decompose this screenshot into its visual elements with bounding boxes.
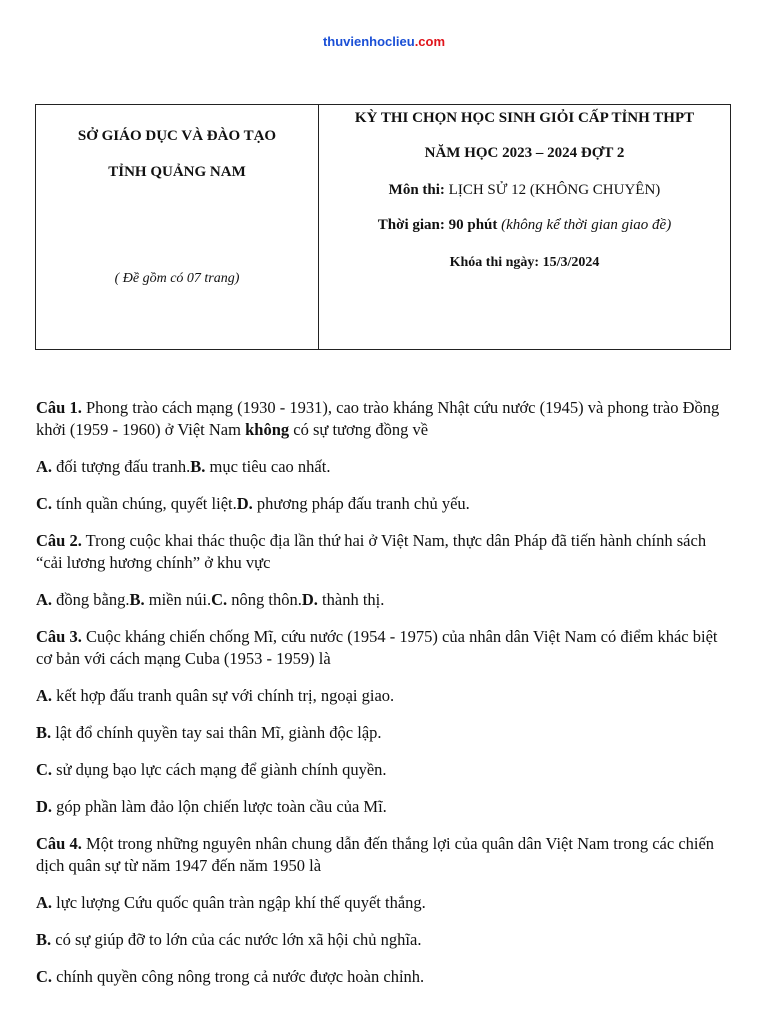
answer-key: B. (190, 457, 206, 476)
answer-line (36, 685, 736, 707)
question-stem (36, 530, 736, 574)
answer-key: A. (36, 686, 53, 705)
answer-line (36, 589, 736, 611)
site-watermark (0, 34, 768, 50)
answer-text: mục tiêu cao nhất. (205, 457, 331, 476)
answer-key: B. (129, 590, 145, 609)
answer-key: C. (36, 494, 53, 513)
answer-text: tính quần chúng, quyết liệt. (52, 494, 237, 513)
question-text: Cuộc kháng chiến chống Mĩ, cứu nước (1954 - 1975) của nhân dân Việt Nam có điểm khác biệt cơ bản với cách mạng Cuba (1953 - 1959) là (36, 627, 718, 668)
answer-text: có sự giúp đỡ to lớn của các nước lớn xã hội chủ nghĩa. (51, 930, 422, 949)
answer-line (36, 966, 736, 988)
exam-header-table (35, 104, 731, 350)
header-right-cell (319, 105, 730, 349)
answer-key: C. (36, 760, 53, 779)
question-number: Câu 2. (36, 531, 82, 550)
answer-text: đối tượng đấu tranh. (52, 457, 191, 476)
question-text: Một trong những nguyên nhân chung dẫn đến thắng lợi của quân dân Việt Nam trong các chiến dịch quân sự từ năm 1947 đến năm 1950 là (36, 834, 715, 875)
answer-text: chính quyền công nông trong cả nước được hoàn chỉnh. (52, 967, 425, 986)
answer-line (36, 722, 736, 744)
school-year: NĂM HỌC 2023 – 2024 ĐỢT 2 (424, 145, 625, 161)
question-emphasis: không (245, 420, 290, 439)
answer-text: góp phần làm đảo lộn chiến lược toàn cầu của Mĩ. (52, 797, 387, 816)
watermark-main: thuvienhoclieu (322, 34, 415, 49)
answer-line (36, 456, 736, 478)
answer-key: B. (36, 723, 52, 742)
answer-text: sử dụng bạo lực cách mạng để giành chính quyền. (52, 760, 387, 779)
answer-key: A. (36, 590, 53, 609)
answer-key: C. (36, 967, 53, 986)
answer-key: D. (301, 590, 318, 609)
answer-key: A. (36, 457, 53, 476)
question-stem (36, 833, 736, 877)
answer-key: C. (211, 590, 228, 609)
question-text: Trong cuộc khai thác thuộc địa lần thứ hai ở Việt Nam, thực dân Pháp đã tiến hành chính sách “cải lương hương chính” ở khu vực (36, 531, 707, 572)
answer-line (36, 759, 736, 781)
question-number: Câu 1. (36, 398, 82, 417)
answer-line (36, 892, 736, 914)
question-number: Câu 3. (36, 627, 82, 646)
answer-line (36, 929, 736, 951)
question-list (36, 397, 736, 1003)
answer-text: đồng bằng. (52, 590, 130, 609)
answer-key: B. (36, 930, 52, 949)
time-label: Thời gian: 90 phút (377, 217, 502, 233)
exam-date: Khóa thi ngày: 15/3/2024 (449, 255, 600, 270)
page-count-note: ( Đề gồm có 07 trang) (114, 271, 240, 286)
answer-key: D. (36, 797, 53, 816)
question-number: Câu 4. (36, 834, 82, 853)
answer-line (36, 493, 736, 515)
question-text: Phong trào cách mạng (1930 - 1931), cao trào kháng Nhật cứu nước (1945) và phong trào Đồng khởi (1959 - 1960) ở Việt Nam (36, 398, 720, 439)
answer-text: miền núi. (144, 590, 212, 609)
answer-line (36, 796, 736, 818)
exam-title: KỲ THI CHỌN HỌC SINH GIỎI CẤP TỈNH THPT (354, 110, 695, 126)
answer-key: A. (36, 893, 53, 912)
header-left-cell (36, 105, 319, 349)
time-note: (không kể thời gian giao đề) (501, 217, 672, 233)
answer-text: lật đổ chính quyền tay sai thân Mĩ, giành độc lập. (51, 723, 382, 742)
question-text-end: có sự tương đồng về (289, 420, 429, 439)
question-stem (36, 397, 736, 441)
answer-text: phương pháp đấu tranh chủ yếu. (252, 494, 470, 513)
province-name: TỈNH QUẢNG NAM (108, 164, 246, 180)
answer-text: kết hợp đấu tranh quân sự với chính trị, ngoại giao. (52, 686, 395, 705)
answer-text: nông thôn. (227, 590, 302, 609)
answer-text: thành thị. (317, 590, 385, 609)
watermark-tld: .com (414, 34, 446, 49)
subject-label: Môn thi: (388, 182, 449, 198)
exam-duration (319, 217, 730, 234)
answer-key: D. (236, 494, 253, 513)
subject-value: LỊCH SỬ 12 (KHÔNG CHUYÊN) (448, 182, 661, 198)
department-name: SỞ GIÁO DỤC VÀ ĐÀO TẠO (77, 128, 277, 144)
question-stem (36, 626, 736, 670)
answer-text: lực lượng Cứu quốc quân tràn ngập khí thế quyết thắng. (52, 893, 426, 912)
exam-subject (319, 182, 730, 199)
